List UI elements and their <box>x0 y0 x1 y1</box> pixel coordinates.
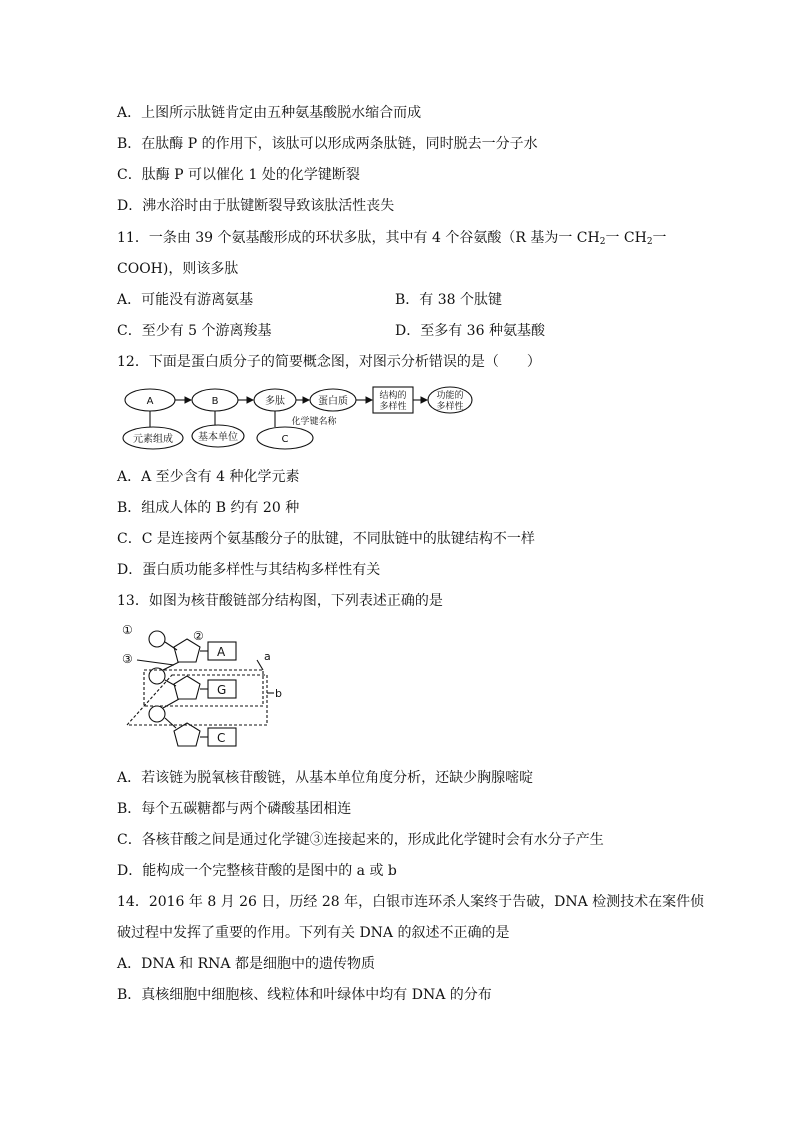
q10-option-a: A．上图所示肽链肯定由五种氨基酸脱水缩合而成 <box>117 105 422 121</box>
node-unit-label: 基本单位 <box>198 432 238 443</box>
phosphate-circle-3 <box>149 706 165 722</box>
q14-stem-line2: 破过程中发挥了重要的作用。下列有关 DNA 的叙述不正确的是 <box>117 925 510 941</box>
pointer-a <box>257 660 263 670</box>
q11-stem-line2: COOH)，则该多肽 <box>117 261 239 277</box>
label-1: ① <box>122 623 133 637</box>
node-function-label-1: 功能的 <box>436 391 464 401</box>
nucleotide-chain-diagram <box>117 620 292 760</box>
q11-sub2: 2 <box>646 237 653 247</box>
q13-stem: 13．如图为核苷酸链部分结构图，下列表述正确的是 <box>117 593 443 609</box>
q11-option-a: A．可能没有游离氨基 <box>117 292 254 308</box>
q13-option-d: D．能构成一个完整核苷酸的是图中的 a 或 b <box>117 863 397 879</box>
q12-option-d: D．蛋白质功能多样性与其结构多样性有关 <box>117 562 381 578</box>
bond-phosphate2-sugar2 <box>165 680 176 686</box>
q13-option-a: A．若该链为脱氧核苷酸链，从基本单位角度分析，还缺少胸腺嘧啶 <box>117 770 534 786</box>
q14-stem-line1: 14．2016 年 8 月 26 日，历经 28 年，白银市连环杀人案终于告破，DNA 检测技术在案件侦 <box>117 894 705 910</box>
base-g-label: G <box>217 683 227 697</box>
q13-option-b: B．每个五碳糖都与两个磷酸基团相连 <box>117 801 352 817</box>
node-structure-label-1: 结构的 <box>379 391 407 401</box>
base-a-label: A <box>217 645 226 659</box>
bond-phosphate3-sugar3 <box>165 718 176 728</box>
q11-option-c: C．至少有 5 个游离羧基 <box>117 323 272 339</box>
sugar-pentagon-2 <box>174 676 200 699</box>
q13-option-c: C．各核苷酸之间是通过化学键③连接起来的，形成此化学键时会有水分子产生 <box>117 832 604 848</box>
label-3: ③ <box>122 652 133 666</box>
q11-stem-part2: 一 CH <box>605 230 647 246</box>
node-c-label: C <box>281 434 289 445</box>
q11-option-d: D．至多有 36 种氨基酸 <box>395 323 545 339</box>
q12-option-a: A．A 至少含有 4 种化学元素 <box>117 469 300 485</box>
node-function-label-2: 多样性 <box>436 402 464 412</box>
q10-option-b: B．在肽酶 P 的作用下，该肽可以形成两条肽链，同时脱去一分子水 <box>117 136 538 152</box>
q12-option-c: C．C 是连接两个氨基酸分子的肽键，不同肽链中的肽键结构不一样 <box>117 531 535 547</box>
node-a-label: A <box>146 396 154 407</box>
region-b-label: b <box>275 687 282 700</box>
protein-concept-diagram <box>120 383 480 453</box>
node-b-label: B <box>211 396 219 407</box>
q11-stem-part1: 11．一条由 39 个氨基酸形成的环状多肽，其中有 4 个谷氨酸（R 基为一 CH <box>117 230 600 246</box>
node-peptide-label: 多肽 <box>265 396 285 407</box>
node-structure-label-2: 多样性 <box>379 402 407 412</box>
bond-name-label: 化学键名称 <box>291 417 337 427</box>
phosphate-circle-1 <box>149 631 165 647</box>
bond-sugar1-phosphate2 <box>163 662 179 670</box>
region-a-label: a <box>264 650 271 663</box>
bond-3-line <box>137 660 174 665</box>
q14-option-a: A．DNA 和 RNA 都是细胞中的遗传物质 <box>117 956 375 972</box>
q11-option-b: B．有 38 个肽键 <box>395 292 503 308</box>
q10-option-c: C．肽酶 P 可以催化 1 处的化学键断裂 <box>117 167 360 183</box>
q14-option-b: B．真核细胞中细胞核、线粒体和叶绿体中均有 DNA 的分布 <box>117 987 492 1003</box>
base-c-label: C <box>217 731 226 745</box>
node-protein-label: 蛋白质 <box>318 396 348 407</box>
node-elements-label: 元素组成 <box>133 434 173 445</box>
q11-stem <box>117 228 667 252</box>
q11-sub1: 2 <box>599 237 606 247</box>
q12-stem: 12．下面是蛋白质分子的简要概念图，对图示分析错误的是（ ） <box>117 354 541 370</box>
q12-option-b: B．组成人体的 B 约有 20 种 <box>117 500 300 516</box>
sugar-pentagon-3 <box>174 723 200 746</box>
label-2: ② <box>193 629 204 643</box>
q10-option-d: D．沸水浴时由于肽键断裂导致该肽活性丧失 <box>117 198 395 214</box>
bond-sugar2-phosphate3 <box>163 699 179 708</box>
q11-stem-part3: 一 <box>652 230 667 246</box>
